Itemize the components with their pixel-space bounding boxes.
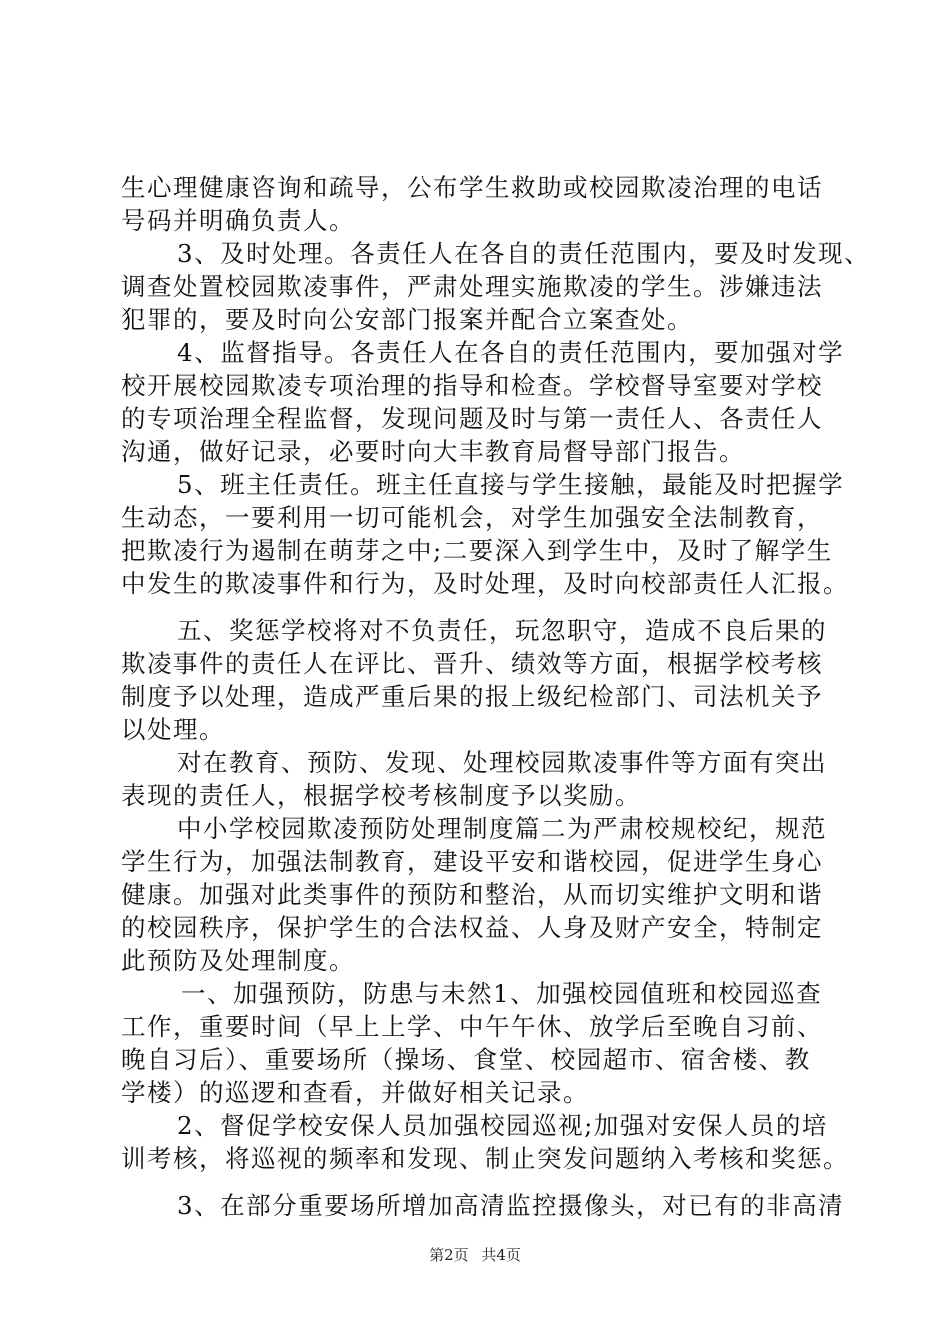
page-number: 第2页 [429, 1246, 469, 1264]
text-line: 校开展校园欺凌专项治理的指导和检查。学校督导室要对学校 [121, 371, 823, 400]
text-line: 犯罪的，要及时向公安部门报案并配合立案查处。 [121, 305, 693, 334]
text-line: 中发生的欺凌事件和行为，及时处理，及时向校部责任人汇报。 [121, 569, 849, 598]
text-line: 的校园秩序，保护学生的合法权益、人身及财产安全，特制定 [121, 913, 823, 942]
text-line: 工作，重要时间（早上上学、中午午休、放学后至晚自习前、 [121, 1012, 823, 1041]
text-line: 晚自习后）、重要场所（操场、食堂、校园超市、宿舍楼、教 [121, 1045, 811, 1074]
text-line: 学楼）的巡逻和查看，并做好相关记录。 [121, 1078, 589, 1107]
text-line: 生动态，一要利用一切可能机会，对学生加强安全法制教育， [121, 503, 823, 532]
text-line: 对在教育、预防、发现、处理校园欺凌事件等方面有突出 [177, 748, 827, 777]
page-total: 共4页 [481, 1246, 521, 1264]
text-line: 健康。加强对此类事件的预防和整治，从而切实维护文明和谐 [121, 880, 823, 909]
text-line: 五、奖惩学校将对不负责任，玩忽职守，造成不良后果的 [177, 616, 827, 645]
text-line: 4、监督指导。各责任人在各自的责任范围内，要加强对学 [177, 338, 845, 367]
text-line: 调查处置校园欺凌事件，严肃处理实施欺凌的学生。涉嫌违法 [121, 272, 823, 301]
text-line: 训考核，将巡视的频率和发现、制止突发问题纳入考核和奖惩。 [121, 1144, 849, 1173]
text-line: 沟通，做好记录，必要时向大丰教育局督导部门报告。 [121, 437, 745, 466]
text-line: 欺凌事件的责任人在评比、晋升、绩效等方面，根据学校考核 [121, 649, 823, 678]
text-line: 中小学校园欺凌预防处理制度篇二为严肃校规校纪，规范 [177, 814, 827, 843]
text-line: 表现的责任人，根据学校考核制度予以奖励。 [121, 781, 641, 810]
text-line: 3、在部分重要场所增加高清监控摄像头，对已有的非高清 [177, 1191, 845, 1220]
text-line: 2、督促学校安保人员加强校园巡视;加强对安保人员的培 [177, 1111, 828, 1140]
text-line: 以处理。 [121, 715, 225, 744]
text-line: 制度予以处理，造成严重后果的报上级纪检部门、司法机关予 [121, 682, 823, 711]
text-line: 生心理健康咨询和疏导，公布学生救助或校园欺凌治理的电话 [121, 173, 823, 202]
text-line: 3、及时处理。各责任人在各自的责任范围内，要及时发现、 [177, 239, 871, 268]
page-footer [0, 1244, 950, 1265]
text-line: 5、班主任责任。班主任直接与学生接触，最能及时把握学 [177, 470, 845, 499]
text-line: 的专项治理全程监督，发现问题及时与第一责任人、各责任人 [121, 404, 823, 433]
text-line: 学生行为，加强法制教育，建设平安和谐校园，促进学生身心 [121, 847, 823, 876]
text-line: 把欺凌行为遏制在萌芽之中;二要深入到学生中，及时了解学生 [121, 536, 833, 565]
text-line: 一、加强预防，防患与未然1、加强校园值班和校园巡查 [181, 979, 823, 1008]
text-line: 此预防及处理制度。 [121, 946, 355, 975]
text-line: 号码并明确负责人。 [121, 206, 355, 235]
